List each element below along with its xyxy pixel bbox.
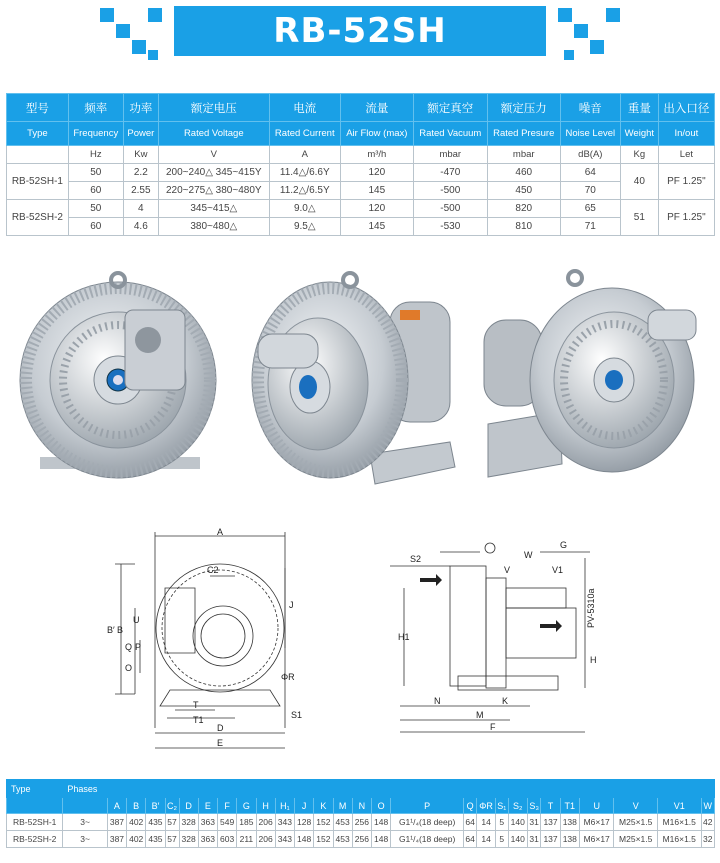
table-row — [7, 182, 715, 200]
model-type: RB-52SH-1 — [7, 164, 69, 200]
dims-col-header: Q — [464, 798, 477, 814]
decor-square — [148, 50, 158, 60]
dim-label-e: E — [217, 738, 224, 748]
spec-cell: -470 — [413, 164, 487, 182]
inout-cell: PF 1.25" — [658, 164, 714, 200]
spec-unit: m³/h — [340, 146, 413, 164]
front-drawing-labels — [107, 528, 302, 748]
spec-cell: 120 — [340, 200, 413, 218]
spec-cell: 2.55 — [123, 182, 158, 200]
dims-cell: 256 — [352, 831, 371, 848]
spec-header-en: Power — [123, 122, 158, 146]
dims-cell: 435 — [146, 814, 165, 831]
dims-cell: 402 — [127, 831, 146, 848]
dims-cell: M16×1.5 — [657, 831, 701, 848]
front-view-drawing — [95, 528, 305, 768]
dims-cell: 256 — [352, 814, 371, 831]
dim-label-f: F — [490, 722, 496, 732]
dims-col-header: G — [237, 798, 256, 814]
dims-cell: 206 — [256, 814, 275, 831]
spec-unit: mbar — [413, 146, 487, 164]
spec-header-cn: 型号 — [7, 94, 69, 122]
dims-header-spacer — [107, 780, 714, 798]
spec-unit: V — [158, 146, 269, 164]
spec-unit: Kg — [620, 146, 658, 164]
spec-header-cn: 重量 — [620, 94, 658, 122]
dims-cell: 138 — [560, 831, 579, 848]
dim-label-d: D — [217, 723, 224, 733]
dims-cell: 42 — [701, 814, 714, 831]
dims-cell: 343 — [275, 814, 294, 831]
dims-col-header: S₃ — [527, 798, 541, 814]
spec-header-cn: 功率 — [123, 94, 158, 122]
blower-front-photo — [20, 273, 216, 478]
dims-cell: 137 — [541, 814, 560, 831]
dims-col-header: J — [295, 798, 314, 814]
weight-cell: 40 — [620, 164, 658, 200]
dims-col-header: T1 — [560, 798, 579, 814]
dims-col-header: A — [107, 798, 126, 814]
spec-cell: 810 — [487, 218, 560, 236]
dim-label-h: H — [590, 655, 597, 665]
dims-cell: 137 — [541, 831, 560, 848]
dims-phases: 3~ — [63, 814, 107, 831]
dims-cell: 57 — [165, 814, 179, 831]
dims-type: RB-52SH-2 — [7, 831, 63, 848]
dims-cell: M16×1.5 — [657, 814, 701, 831]
spec-cell: 380~480△ — [158, 218, 269, 236]
dim-label-n: N — [434, 696, 441, 706]
dim-label-k: K — [502, 696, 509, 706]
dims-cell: 328 — [179, 814, 198, 831]
decor-square — [574, 24, 588, 38]
dim-label-h1: H1 — [398, 632, 410, 642]
dims-cell: 152 — [314, 831, 333, 848]
spec-cell: 64 — [560, 164, 620, 182]
dims-cell: 343 — [275, 831, 294, 848]
dim-label-g: G — [560, 540, 568, 550]
spec-header-en: Rated Presure — [487, 122, 560, 146]
dims-cell: 328 — [179, 831, 198, 848]
dims-cell: 402 — [127, 814, 146, 831]
dims-cell: 140 — [508, 814, 527, 831]
dims-phases-header: Phases — [63, 780, 107, 798]
spec-header-en: Noise Level — [560, 122, 620, 146]
table-row — [7, 164, 715, 182]
dims-cell: 206 — [256, 831, 275, 848]
decor-square — [116, 24, 130, 38]
spec-table — [6, 93, 715, 236]
dims-cell: 5 — [495, 814, 508, 831]
dims-cell: M6×17 — [579, 831, 614, 848]
dims-cell: 32 — [701, 831, 714, 848]
spec-unit: dB(A) — [560, 146, 620, 164]
spec-cell: -500 — [413, 200, 487, 218]
dims-cell: 152 — [314, 814, 333, 831]
dims-cell: M25×1.5 — [614, 831, 658, 848]
dims-cell: M6×17 — [579, 814, 614, 831]
decor-square — [606, 8, 620, 22]
spec-cell: 11.4△/6.6Y — [269, 164, 340, 182]
spec-header-en: Air Flow (max) — [340, 122, 413, 146]
decor-square — [558, 8, 572, 22]
dim-label-v: V — [504, 565, 511, 575]
dims-cell: 148 — [295, 831, 314, 848]
dims-cell: 14 — [477, 814, 496, 831]
dims-cell: 211 — [237, 831, 256, 848]
spec-cell: 345~415△ — [158, 200, 269, 218]
dim-label-c2: C2 — [207, 565, 219, 575]
dims-col-header: H — [256, 798, 275, 814]
dims-cell: 31 — [527, 831, 541, 848]
dim-label-a: A — [217, 528, 224, 537]
side-view-drawing — [380, 528, 610, 768]
dim-label-b: B — [117, 625, 124, 635]
dims-col-header: F — [218, 798, 237, 814]
spec-unit: Kw — [123, 146, 158, 164]
dim-label-v1: V1 — [552, 565, 564, 575]
spec-cell: 50 — [68, 200, 123, 218]
dims-cell: 185 — [237, 814, 256, 831]
dims-col-header: V1 — [657, 798, 701, 814]
dims-cell: 138 — [560, 814, 579, 831]
table-row — [7, 814, 715, 831]
dim-label-o: O — [125, 663, 133, 673]
spec-header-en: Rated Current — [269, 122, 340, 146]
dims-col-header: D — [179, 798, 198, 814]
spec-header-en: Type — [7, 122, 69, 146]
dims-col-header: ΦR — [477, 798, 496, 814]
dims-col-header: U — [579, 798, 614, 814]
spec-cell: 71 — [560, 218, 620, 236]
decor-square — [132, 40, 146, 54]
dims-cell: 14 — [477, 831, 496, 848]
dims-cell: 435 — [146, 831, 165, 848]
decor-square — [100, 8, 114, 22]
spec-cell: 65 — [560, 200, 620, 218]
dim-label-m: M — [476, 710, 484, 720]
dims-col-header: K — [314, 798, 333, 814]
spec-cell: 460 — [487, 164, 560, 182]
dims-type-header: Type — [7, 780, 63, 798]
dims-phases: 3~ — [63, 831, 107, 848]
model-type: RB-52SH-2 — [7, 200, 69, 236]
spec-header-cn: 出入口径 — [658, 94, 714, 122]
spec-cell: 4 — [123, 200, 158, 218]
dim-label-p: P — [135, 642, 142, 652]
dim-label-t1: T1 — [193, 715, 204, 725]
spec-unit: A — [269, 146, 340, 164]
dim-label-j: J — [289, 600, 294, 610]
weight-cell: 51 — [620, 200, 658, 236]
spec-cell: 11.2△/6.5Y — [269, 182, 340, 200]
spec-header-cn: 额定压力 — [487, 94, 560, 122]
dim-label-s2: S2 — [410, 554, 422, 564]
dims-cell: 140 — [508, 831, 527, 848]
spec-cell: 70 — [560, 182, 620, 200]
spec-unit: mbar — [487, 146, 560, 164]
dims-col-header: S₁ — [495, 798, 508, 814]
dims-cell: 148 — [372, 814, 391, 831]
spec-cell: 120 — [340, 164, 413, 182]
dims-col-header: B — [127, 798, 146, 814]
spec-cell: 4.6 — [123, 218, 158, 236]
table-row — [7, 200, 715, 218]
title-banner — [0, 0, 720, 72]
product-photos — [0, 262, 720, 507]
dims-col-header: W — [701, 798, 714, 814]
spec-cell: 220~275△ 380~480Y — [158, 182, 269, 200]
blower-angle-photo — [252, 273, 455, 484]
dim-label-phi-r: ΦR — [281, 672, 295, 682]
dim-label-model: PV-5310a — [586, 588, 596, 628]
spec-cell: 2.2 — [123, 164, 158, 182]
dim-label-q: Q — [125, 642, 133, 652]
spec-unit — [7, 146, 69, 164]
dims-cell: 64 — [464, 831, 477, 848]
dims-col-header: M — [333, 798, 352, 814]
dim-label-u: U — [133, 615, 140, 625]
spec-header-cn: 噪音 — [560, 94, 620, 122]
dims-cell: 453 — [333, 814, 352, 831]
inout-cell: PF 1.25" — [658, 200, 714, 236]
dim-label-w: W — [524, 550, 533, 560]
spec-cell: 820 — [487, 200, 560, 218]
dim-label-s1: S1 — [291, 710, 303, 720]
dims-cell: 128 — [295, 814, 314, 831]
spec-header-cn: 额定电压 — [158, 94, 269, 122]
dimensions-table — [6, 779, 715, 848]
dims-col-header: H₁ — [275, 798, 294, 814]
dims-cell: G1¹/₄(18 deep) — [391, 831, 464, 848]
dims-col-header: S₂ — [508, 798, 527, 814]
dims-cell: 387 — [107, 814, 126, 831]
dims-col-header: O — [372, 798, 391, 814]
spec-header-cn: 额定真空 — [413, 94, 487, 122]
blower-side-photo — [484, 271, 696, 477]
dims-header-blank — [63, 798, 107, 814]
dims-col-header: E — [198, 798, 217, 814]
dims-cell: 57 — [165, 831, 179, 848]
dims-col-header: V — [614, 798, 658, 814]
decor-square — [590, 40, 604, 54]
dims-cell: 31 — [527, 814, 541, 831]
side-drawing-labels — [398, 540, 597, 732]
dims-header-blank — [7, 798, 63, 814]
dim-label-b-prime: B′ — [107, 625, 115, 635]
dims-cell: 64 — [464, 814, 477, 831]
spec-unit: Hz — [68, 146, 123, 164]
dims-col-header: C₂ — [165, 798, 179, 814]
spec-cell: 145 — [340, 218, 413, 236]
dims-cell: 363 — [198, 831, 217, 848]
dims-col-header: B′ — [146, 798, 165, 814]
spec-cell: 145 — [340, 182, 413, 200]
dims-cell: 5 — [495, 831, 508, 848]
decor-square — [148, 8, 162, 22]
spec-header-cn: 频率 — [68, 94, 123, 122]
dims-cell: 363 — [198, 814, 217, 831]
table-row — [7, 218, 715, 236]
spec-header-cn: 电流 — [269, 94, 340, 122]
spec-cell: 50 — [68, 164, 123, 182]
dims-cell: G1¹/₄(18 deep) — [391, 814, 464, 831]
table-row — [7, 831, 715, 848]
spec-cell: -500 — [413, 182, 487, 200]
dims-cell: 549 — [218, 814, 237, 831]
dims-cell: 603 — [218, 831, 237, 848]
spec-header-en: In/out — [658, 122, 714, 146]
spec-cell: -530 — [413, 218, 487, 236]
spec-cell: 9.0△ — [269, 200, 340, 218]
dims-col-header: T — [541, 798, 560, 814]
dim-label-t: T — [193, 700, 199, 710]
spec-header-en: Rated Vacuum — [413, 122, 487, 146]
spec-header-en: Frequency — [68, 122, 123, 146]
spec-cell: 9.5△ — [269, 218, 340, 236]
page-title: RB-52SH — [174, 6, 546, 56]
spec-cell: 450 — [487, 182, 560, 200]
spec-cell: 60 — [68, 182, 123, 200]
dims-type: RB-52SH-1 — [7, 814, 63, 831]
dims-cell: 453 — [333, 831, 352, 848]
spec-cell: 60 — [68, 218, 123, 236]
spec-cell: 200~240△ 345~415Y — [158, 164, 269, 182]
dims-col-header: P — [391, 798, 464, 814]
dims-col-header: N — [352, 798, 371, 814]
dims-cell: 387 — [107, 831, 126, 848]
decor-square — [564, 50, 574, 60]
spec-header-cn: 流量 — [340, 94, 413, 122]
spec-header-en: Rated Voltage — [158, 122, 269, 146]
dims-cell: M25×1.5 — [614, 814, 658, 831]
dims-cell: 148 — [372, 831, 391, 848]
spec-header-en: Weight — [620, 122, 658, 146]
spec-unit: Let — [658, 146, 714, 164]
